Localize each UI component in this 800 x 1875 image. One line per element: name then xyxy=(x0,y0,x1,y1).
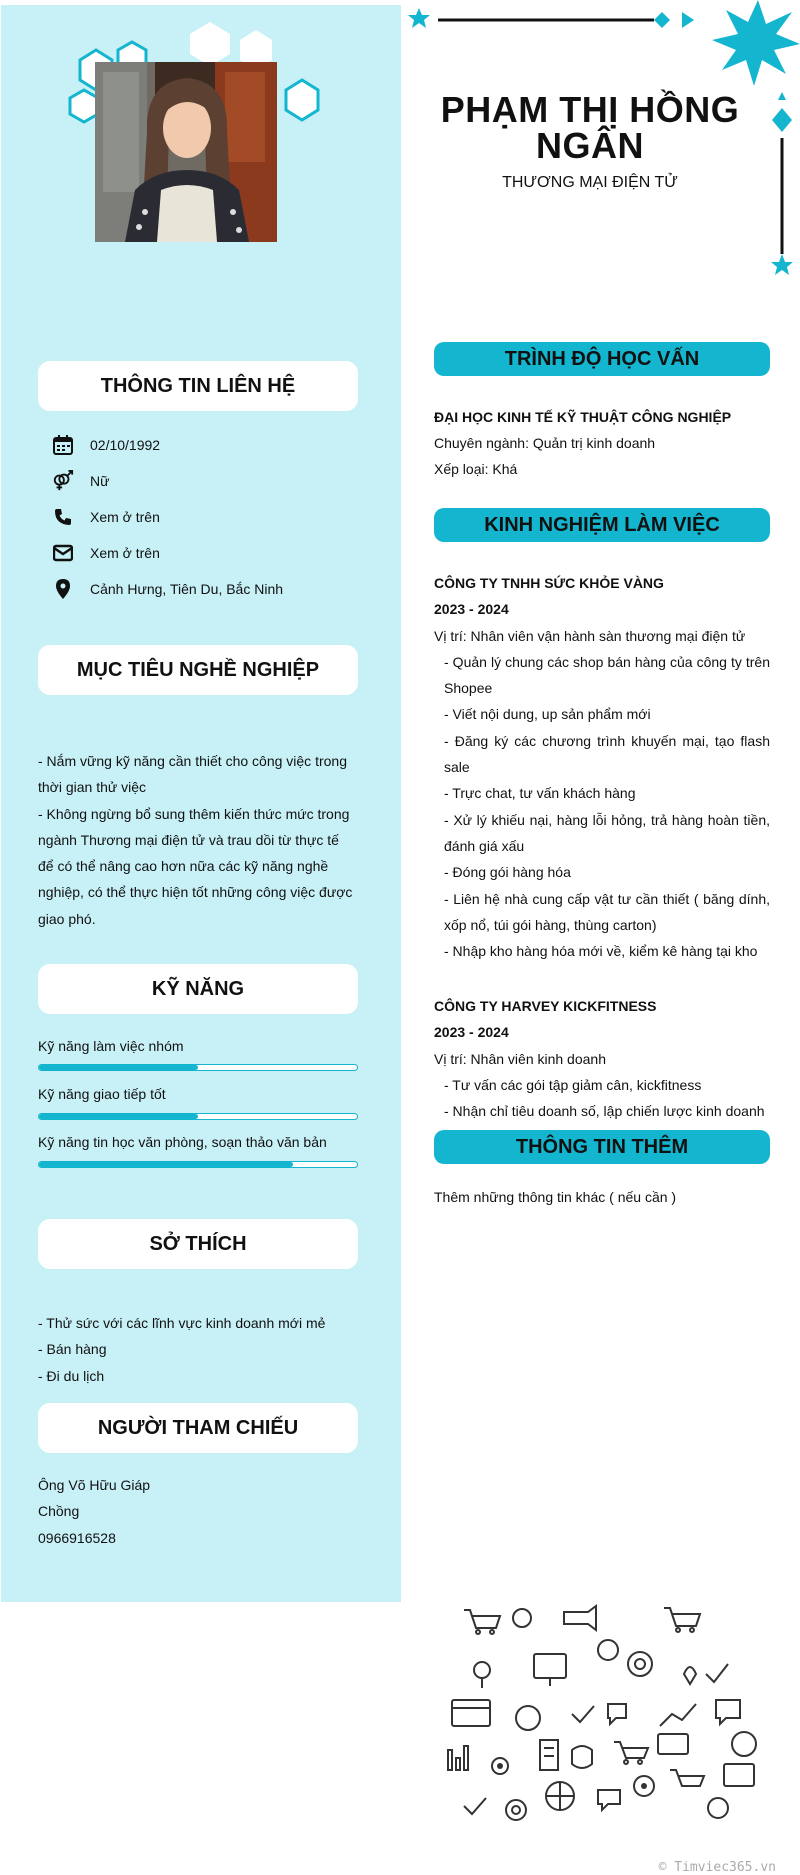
company-name: CÔNG TY TNHH SỨC KHỎE VÀNG xyxy=(434,575,664,591)
job-duty: - Nhập kho hàng hóa mới về, kiểm kê hàng tại kho xyxy=(444,943,758,960)
company-name: CÔNG TY HARVEY KICKFITNESS xyxy=(434,998,657,1014)
phone-icon xyxy=(52,506,74,528)
job-duty: - Xử lý khiếu nại, hàng lỗi hỏng, trả hàng hoàn tiền, đánh giá xấu xyxy=(444,811,770,854)
job-period: 2023 - 2024 xyxy=(434,601,509,618)
location-pin-icon xyxy=(52,578,74,600)
references-heading: NGƯỜI THAM CHIẾU xyxy=(38,1403,358,1453)
additional-info-text: Thêm những thông tin khác ( nếu cần ) xyxy=(434,1189,677,1205)
job-duty: - Tư vấn các gói tập giảm cân, kickfitness xyxy=(444,1076,702,1093)
reference-phone: 0966916528 xyxy=(38,1529,116,1546)
profile-photo xyxy=(95,62,277,242)
job-entry xyxy=(434,993,770,1124)
education-grade: Xếp loại: Khá xyxy=(434,461,518,477)
education-heading: TRÌNH ĐỘ HỌC VẤN xyxy=(434,342,770,376)
objective-line: - Nắm vững kỹ năng cần thiết cho công việc trong xyxy=(38,753,347,769)
contact-address xyxy=(52,577,283,601)
hobby-item: - Thử sức với các lĩnh vực kinh doanh mới mẻ xyxy=(38,1315,326,1331)
job-duty: - Quản lý chung các shop bán hàng của công ty trên Shopee xyxy=(444,653,770,697)
skill-bar-fill xyxy=(39,1114,198,1119)
hobbies-heading: SỞ THÍCH xyxy=(38,1219,358,1269)
skill-bar xyxy=(38,1064,358,1071)
skill-label: Kỹ năng làm việc nhóm xyxy=(38,1038,184,1054)
birthdate-text: 02/10/1992 xyxy=(90,437,161,453)
watermark: © Timviec365.vn xyxy=(658,1860,776,1875)
address-text: Cảnh Hưng, Tiên Du, Bắc Ninh xyxy=(90,581,284,597)
email-icon xyxy=(52,542,74,564)
education-major: Chuyên ngành: Quản trị kinh doanh xyxy=(434,435,656,451)
hobby-item: - Đi du lịch xyxy=(38,1367,105,1384)
calendar-icon xyxy=(52,434,74,456)
hobbies-list xyxy=(38,1310,358,1389)
gender-text: Nữ xyxy=(90,473,110,489)
objective-line: nghiệp, có thể thực hiện tốt những công việc được xyxy=(38,884,353,901)
job-position: Vị trí: Nhân viên vận hành sàn thương mại điện tử xyxy=(434,627,746,644)
candidate-name-line: NGÂN xyxy=(536,125,644,166)
ecommerce-icons-illustration xyxy=(444,1600,774,1830)
skill-label: Kỹ năng tin học văn phòng, soạn thảo văn bản xyxy=(38,1134,327,1150)
job-title: THƯƠNG MẠI ĐIỆN TỬ xyxy=(502,174,678,191)
hobby-item: - Bán hàng xyxy=(38,1341,107,1358)
contact-gender xyxy=(52,469,109,493)
objective-line: - Không ngừng bổ sung thêm kiến thức mức trong xyxy=(38,805,350,822)
job-duty: - Đăng ký các chương trình khuyến mại, tạo flash sale xyxy=(444,732,770,776)
objective-heading: MỤC TIÊU NGHỀ NGHIỆP xyxy=(38,645,358,695)
job-duty: - Viết nội dung, up sản phẩm mới xyxy=(444,706,651,723)
gender-icon xyxy=(52,470,74,492)
objective-line: giao phó. xyxy=(38,910,96,927)
candidate-name xyxy=(430,89,750,166)
objective-line: để có thể nâng cao hơn nữa các kỹ năng nghề xyxy=(38,858,329,875)
skill-bar xyxy=(38,1113,358,1120)
references-text xyxy=(38,1472,358,1551)
skill-label: Kỹ năng giao tiếp tốt xyxy=(38,1086,166,1102)
experience-heading: KINH NGHIỆM LÀM VIỆC xyxy=(434,508,770,542)
contact-heading: THÔNG TIN LIÊN HỆ xyxy=(38,361,358,411)
email-text: Xem ở trên xyxy=(90,545,160,561)
additional-info-heading: THÔNG TIN THÊM xyxy=(434,1130,770,1164)
contact-phone xyxy=(52,505,160,529)
objective-text xyxy=(38,748,358,932)
reference-relation: Chồng xyxy=(38,1503,80,1520)
job-duty: - Đóng gói hàng hóa xyxy=(444,864,571,881)
skills-heading: KỸ NĂNG xyxy=(38,964,358,1014)
skill-bar-fill xyxy=(39,1065,198,1070)
school-name: ĐẠI HỌC KINH TẾ KỸ THUẬT CÔNG NGHIỆP xyxy=(434,409,732,425)
contact-email xyxy=(52,541,160,565)
reference-name: Ông Võ Hữu Giáp xyxy=(38,1477,151,1493)
job-period: 2023 - 2024 xyxy=(434,1024,509,1041)
job-entry xyxy=(434,570,770,964)
objective-line: ngành Thương mại điện tử và trau dồi từ thực tế xyxy=(38,831,339,848)
phone-text: Xem ở trên xyxy=(90,509,160,525)
candidate-name-line: PHẠM THỊ HỒNG xyxy=(440,89,740,130)
job-duty: - Liên hệ nhà cung cấp vật tư cần thiết ( băng dính, xốp nổ, túi gói hàng, thùng carton) xyxy=(444,890,770,933)
contact-birthdate xyxy=(52,433,160,457)
job-duty: - Nhận chỉ tiêu doanh số, lập chiến lược kinh doanh xyxy=(444,1103,765,1120)
skill-bar xyxy=(38,1161,358,1168)
job-position: Vị trí: Nhân viên kinh doanh xyxy=(434,1050,606,1067)
job-duty: - Trực chat, tư vấn khách hàng xyxy=(444,785,636,802)
objective-line: thời gian thử việc xyxy=(38,779,147,796)
skill-bar-fill xyxy=(39,1162,293,1167)
